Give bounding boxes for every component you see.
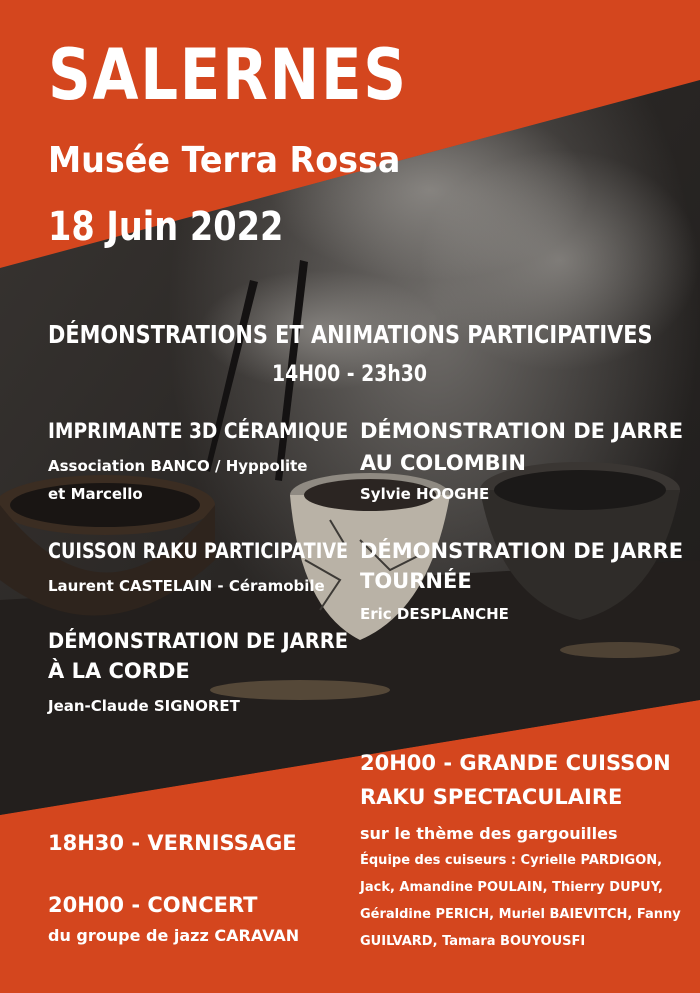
vernissage: 18H30 - VERNISSAGE <box>48 831 297 855</box>
town-title: SALERNES <box>48 34 408 116</box>
activity-title: DÉMONSTRATION DE JARRE <box>48 629 349 653</box>
concert-title: 20H00 - CONCERT <box>48 893 258 917</box>
activity-title: À LA CORDE <box>48 659 190 683</box>
activity-title: TOURNÉE <box>360 569 472 593</box>
activity-presenter: Laurent CASTELAIN - Céramobile <box>48 577 325 595</box>
activity-presenter: et Marcello <box>48 485 143 503</box>
activity-title: AU COLOMBIN <box>360 451 527 475</box>
raku-theme: sur le thème des gargouilles <box>360 824 618 843</box>
program-hours: 14H00 - 23h30 <box>272 362 427 387</box>
raku-team: GUILVARD, Tamara BOUYOUSFI <box>360 934 586 949</box>
raku-team: Jack, Amandine POULAIN, Thierry DUPUY, <box>360 880 663 895</box>
raku-team: Équipe des cuiseurs : Cyrielle PARDIGON, <box>360 853 663 868</box>
museum-name: Musée Terra Rossa <box>48 140 401 181</box>
raku-team: Géraldine PERICH, Muriel BAIEVITCH, Fanny <box>360 907 681 922</box>
concert-detail: du groupe de jazz CARAVAN <box>48 926 300 945</box>
activity-title: DÉMONSTRATION DE JARRE <box>360 539 684 563</box>
event-date: 18 Juin 2022 <box>48 204 284 250</box>
activity-title: IMPRIMANTE 3D CÉRAMIQUE <box>48 419 349 443</box>
raku-event-title: RAKU SPECTACULAIRE <box>360 785 623 809</box>
raku-event-title: 20H00 - GRANDE CUISSON <box>360 751 671 775</box>
program-section-title: DÉMONSTRATIONS ET ANIMATIONS PARTICIPATIVES <box>48 320 653 349</box>
activity-presenter: Eric DESPLANCHE <box>360 605 509 623</box>
activity-title: DÉMONSTRATION DE JARRE <box>360 419 684 443</box>
activity-presenter: Sylvie HOOGHE <box>360 485 490 503</box>
activity-presenter: Jean-Claude SIGNORET <box>48 697 240 715</box>
activity-presenter: Association BANCO / Hyppolite <box>48 457 308 475</box>
activity-title: CUISSON RAKU PARTICIPATIVE <box>48 539 349 563</box>
